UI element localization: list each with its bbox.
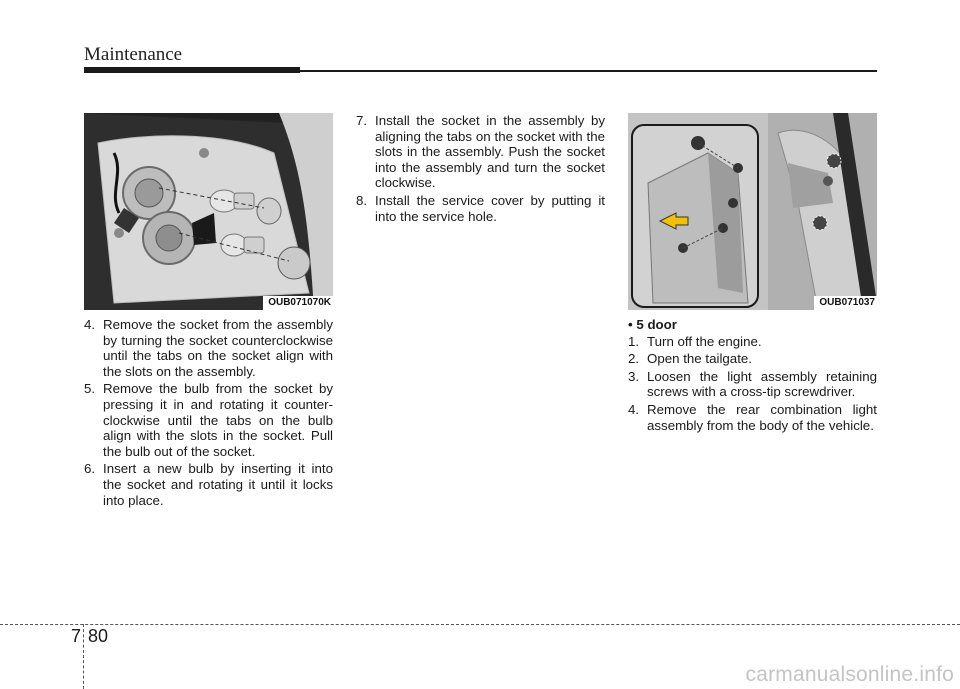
list-item (628, 402, 877, 433)
five-door-heading: • 5 door (628, 317, 677, 332)
figure-code: OUB071037 (814, 296, 877, 310)
right-column-text (628, 317, 877, 435)
list-item (628, 369, 877, 400)
step-text: Open the tailgate. (647, 351, 752, 367)
step-number: 7. (356, 113, 368, 128)
tail-lamp-socket-figure (84, 113, 333, 310)
figure-code: OUB071070K (263, 296, 333, 310)
right-steps-list (628, 334, 877, 434)
list-item (628, 351, 877, 367)
step-number: 8. (356, 192, 368, 208)
header-rule-thick (84, 67, 300, 73)
list-item (84, 317, 333, 379)
section-title: Maintenance (84, 44, 183, 65)
step-number: 1. (628, 333, 640, 349)
left-steps-list (84, 317, 333, 508)
list-item (628, 334, 877, 350)
tail-lamp-socket-illustration (84, 113, 333, 310)
step-number: 2. (628, 351, 640, 367)
list-item (356, 113, 605, 191)
step-text: Install the socket in the assembly by aligning the tabs on the socket with the slots in the assembly. Push the socket into the assembly and turn the socket clockwise. (375, 113, 605, 191)
rear-light-screws-figure (628, 113, 877, 310)
step-number: 6. (84, 461, 96, 477)
step-number: 4. (84, 317, 96, 332)
left-column-text (84, 317, 333, 510)
list-item (356, 193, 605, 224)
step-text: Remove the rear combination light assembly from the body of the vehicle. (647, 401, 877, 433)
list-item (84, 461, 333, 508)
step-text: Turn off the engine. (647, 333, 762, 349)
step-text: Loosen the light assembly retaining screws with a cross-tip screwdriver. (647, 368, 877, 400)
step-text: Install the service cover by putting it into the service hole. (375, 192, 605, 224)
step-number: 3. (628, 368, 640, 384)
middle-steps-list (356, 113, 605, 224)
step-text: Remove the socket from the assembly by turning the socket counterclockwise until the tabs on the socket align with the slots on the assembly. (103, 317, 333, 379)
step-text: Remove the bulb from the socket by pressing it in and rotating it counter-clockwise until the tabs on the bulb align with the slots in the socket. Pull the bulb out of the socket. (103, 381, 333, 459)
list-item (84, 381, 333, 459)
step-number: 4. (628, 401, 640, 417)
footer-rule (0, 624, 960, 625)
footer-divider (83, 624, 84, 689)
page-number: 80 (88, 626, 109, 646)
step-number: 5. (84, 381, 96, 397)
step-text: Insert a new bulb by inserting it into the socket and rotating it until it locks into place. (103, 461, 333, 508)
middle-column-text (356, 113, 605, 226)
watermark: carmanualsonline.info (745, 663, 954, 686)
rear-light-screws-illustration (628, 113, 877, 310)
header-rule-thin (300, 70, 877, 72)
chapter-number: 7 (71, 626, 82, 646)
